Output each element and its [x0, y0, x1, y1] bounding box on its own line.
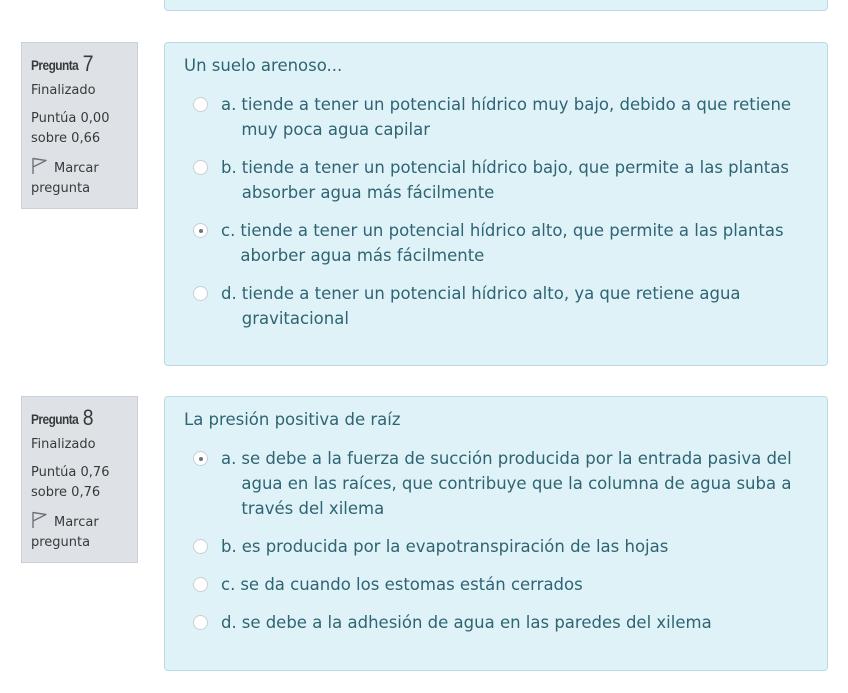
- answer-letter: c.: [221, 221, 236, 240]
- question-content-7: [164, 42, 828, 366]
- answer-letter: a.: [221, 95, 237, 114]
- answer-letter: d.: [221, 613, 237, 632]
- answer-radio-selected[interactable]: [193, 223, 208, 238]
- question-number: 8: [82, 405, 93, 430]
- question-heading: [31, 405, 116, 431]
- question-number: 7: [82, 51, 93, 76]
- question-info-7: [21, 42, 138, 209]
- answer-option-b[interactable]: [184, 534, 809, 559]
- answer-label: tiende a tener un potencial hídrico alto, que permite a las plantas aborber agua más fácilmente: [240, 221, 784, 265]
- answer-option-a[interactable]: [184, 92, 809, 142]
- flag-question-toggle[interactable]: [31, 157, 128, 198]
- answer-option-c[interactable]: [184, 572, 809, 597]
- question-grade: Puntúa 0,76 sobre 0,76: [31, 465, 110, 500]
- answer-letter: a.: [221, 449, 237, 468]
- question-content-8: [164, 396, 828, 671]
- answer-option-c[interactable]: [184, 218, 809, 268]
- question-grade: Puntúa 0,00 sobre 0,66: [31, 111, 110, 146]
- flag-question-toggle[interactable]: [31, 511, 128, 552]
- previous-question-content: [164, 0, 828, 11]
- answer-label: se debe a la fuerza de succión producida por la entrada pasiva del agua en las raíces, que contribuye que la columna de agua suba a través del xilema: [241, 449, 792, 518]
- answer-letter: b.: [221, 537, 237, 556]
- answer-letter: d.: [221, 284, 237, 303]
- question-text: Un suelo arenoso...: [184, 56, 343, 75]
- question-info-8: [21, 396, 138, 563]
- flag-question-label: Marcar pregunta: [31, 515, 99, 550]
- answer-radio[interactable]: [193, 577, 208, 592]
- answer-label: se da cuando los estomas están cerrados: [240, 575, 583, 594]
- answer-radio[interactable]: [193, 615, 208, 630]
- flag-icon: [31, 157, 48, 175]
- answer-label: tiende a tener un potencial hídrico alto, ya que retiene agua gravitacional: [241, 284, 741, 328]
- answer-radio[interactable]: [193, 160, 208, 175]
- answer-label: es producida por la evapotranspiración de las hojas: [241, 537, 669, 556]
- answer-option-d[interactable]: [184, 610, 809, 635]
- answer-option-a[interactable]: [184, 446, 809, 521]
- answer-radio-selected[interactable]: [193, 451, 208, 466]
- answer-label: tiende a tener un potencial hídrico muy bajo, debido a que retiene muy poca agua capilar: [241, 95, 792, 139]
- question-heading: [31, 51, 116, 77]
- answer-radio[interactable]: [193, 97, 208, 112]
- answer-letter: c.: [221, 575, 236, 594]
- answer-letter: b.: [221, 158, 237, 177]
- answer-radio[interactable]: [193, 286, 208, 301]
- question-state: Finalizado: [31, 437, 96, 452]
- question-state: Finalizado: [31, 83, 96, 98]
- question-label: Pregunta: [31, 58, 79, 73]
- answer-option-d[interactable]: [184, 281, 809, 331]
- question-label: Pregunta: [31, 412, 79, 427]
- answer-label: tiende a tener un potencial hídrico bajo, que permite a las plantas absorber agua más fácilmente: [241, 158, 789, 202]
- answer-option-b[interactable]: [184, 155, 809, 205]
- flag-icon: [31, 511, 48, 529]
- flag-question-label: Marcar pregunta: [31, 161, 99, 196]
- answer-label: se debe a la adhesión de agua en las paredes del xilema: [241, 613, 712, 632]
- answer-radio[interactable]: [193, 539, 208, 554]
- question-text: La presión positiva de raíz: [184, 410, 401, 429]
